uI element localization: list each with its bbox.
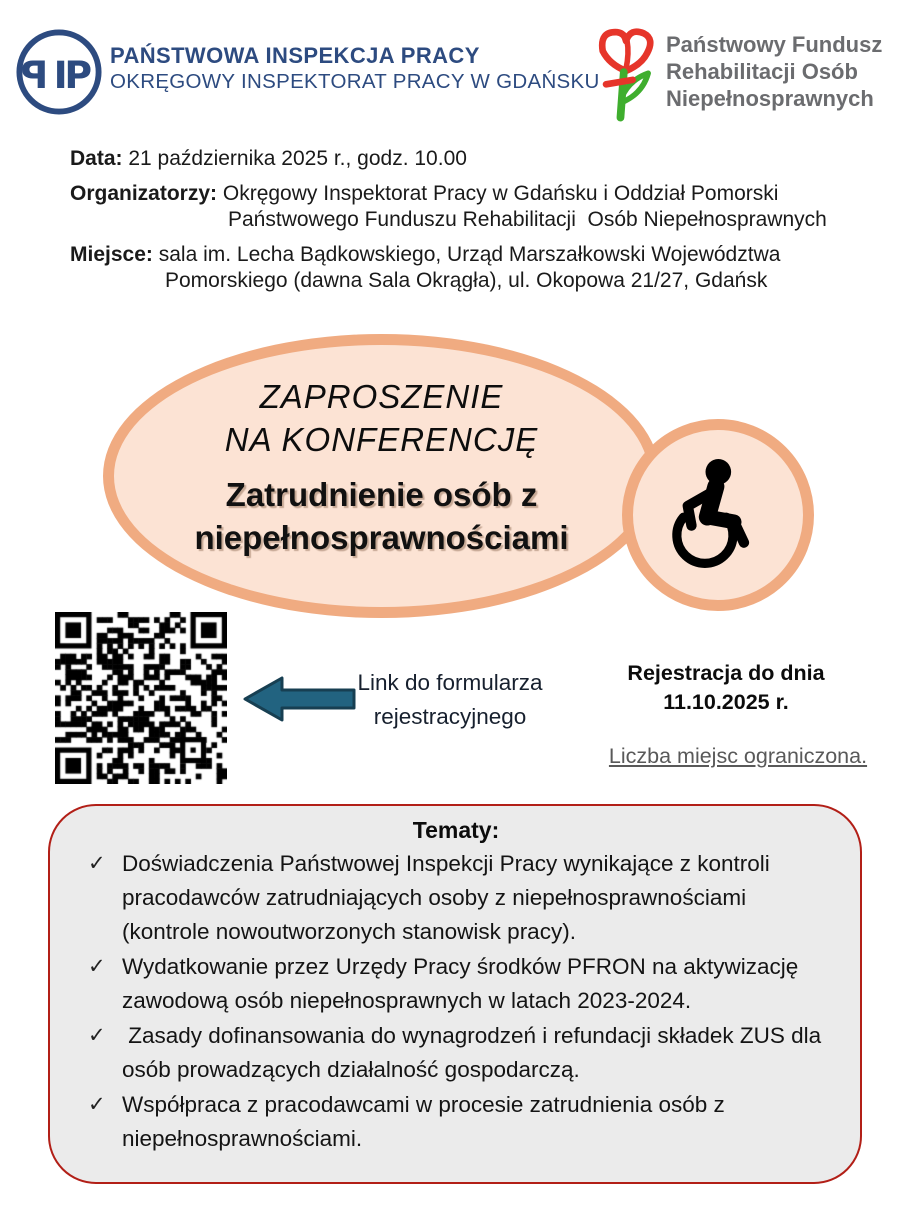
organizers-line1: Okręgowy Inspektorat Pracy w Gdańsku i Oddział Pomorski xyxy=(222,182,779,205)
topics-box xyxy=(48,804,862,1184)
conference-title-line2: niepełnosprawnościami xyxy=(194,519,569,556)
conference-title xyxy=(114,473,649,559)
wheelchair-icon xyxy=(650,456,772,578)
svg-text:P: P xyxy=(20,53,49,98)
topic-text: Doświadczenia Państwowej Inspekcji Pracy wynikające z kontroli pracodawców zatrudniających osoby z niepełnosprawnościami (kontrole nowoutworzonych stanowisk pracy). xyxy=(122,851,777,944)
pfron-name-line1: Państwowy Fundusz xyxy=(666,31,883,57)
venue-label: Miejsce: xyxy=(70,243,153,266)
topics-list xyxy=(82,847,830,1156)
organizers-line2: Państwowego Funduszu Rehabilitacji Osób Niepełnosprawnych xyxy=(228,208,827,231)
limited-seats-note: Liczba miejsc ograniczona. xyxy=(608,744,868,768)
venue-line2: Pomorskiego (dawna Sala Okrągła), ul. Okopowa 21/27, Gdańsk xyxy=(165,269,768,292)
deadline-line2: 11.10.2025 r. xyxy=(663,690,789,714)
pfron-name-line3: Niepełnosprawnych xyxy=(666,85,874,111)
deadline-line1: Rejestracja do dnia xyxy=(627,661,825,685)
pfron-logo xyxy=(592,20,882,122)
conference-title-line1: Zatrudnienie osób z xyxy=(225,476,538,513)
tulip-icon xyxy=(592,20,660,122)
topic-item xyxy=(82,1088,830,1156)
venue-line1: sala im. Lecha Bądkowskiego, Urząd Marszałkowski Województwa xyxy=(158,243,781,266)
invitation-line2: NA KONFERENCJĘ xyxy=(224,421,539,458)
qr-link-label xyxy=(328,666,572,734)
invitation-heading xyxy=(114,375,649,461)
svg-text:I: I xyxy=(53,53,68,98)
qr-link-label-line1: Link do formularza xyxy=(357,670,543,695)
accessibility-badge xyxy=(622,419,814,611)
topic-item xyxy=(82,950,830,1018)
check-icon: ✓ xyxy=(88,1024,106,1047)
pip-org-line1: PAŃSTWOWA INSPEKCJA PRACY xyxy=(110,43,480,68)
pfron-name-line2: Rehabilitacji Osób xyxy=(666,58,858,84)
qr-link-label-line2: rejestracyjnego xyxy=(373,704,527,729)
pip-org-line2: OKRĘGOWY INSPEKTORAT PRACY W GDAŃSKU xyxy=(110,70,600,93)
topic-item xyxy=(82,1019,830,1087)
registration-deadline xyxy=(600,659,852,717)
invitation-ellipse xyxy=(103,334,660,618)
event-details xyxy=(70,146,860,303)
organizers-label: Organizatorzy: xyxy=(70,182,218,205)
topic-item xyxy=(82,847,830,949)
check-icon: ✓ xyxy=(88,1093,106,1116)
topic-text: Współpraca z pracodawcami w procesie zatrudnienia osób z niepełnosprawnościami. xyxy=(122,1092,732,1151)
detail-organizers xyxy=(70,181,860,233)
check-icon: ✓ xyxy=(88,852,106,875)
detail-date xyxy=(70,146,860,172)
pip-org-name xyxy=(110,42,600,95)
topic-text: Wydatkowanie przez Urzędy Pracy środków PFRON na aktywizację zawodową osób niepełnosprawnych w latach 2023-2024. xyxy=(122,954,805,1013)
pfron-name xyxy=(666,31,882,112)
topic-text: Zasady dofinansowania do wynagrodzeń i refundacji składek ZUS dla osób prowadzących działalność gospodarczą. xyxy=(122,1023,828,1082)
date-label: Data: xyxy=(70,147,123,170)
topics-title: Tematy: xyxy=(412,817,500,843)
check-icon: ✓ xyxy=(88,955,106,978)
invitation-line1: ZAPROSZENIE xyxy=(259,378,504,415)
pip-logo-icon xyxy=(14,26,104,118)
detail-venue xyxy=(70,242,860,294)
qr-code xyxy=(55,612,227,784)
date-value: 21 października 2025 r., godz. 10.00 xyxy=(128,147,467,170)
svg-text:P: P xyxy=(64,53,93,98)
